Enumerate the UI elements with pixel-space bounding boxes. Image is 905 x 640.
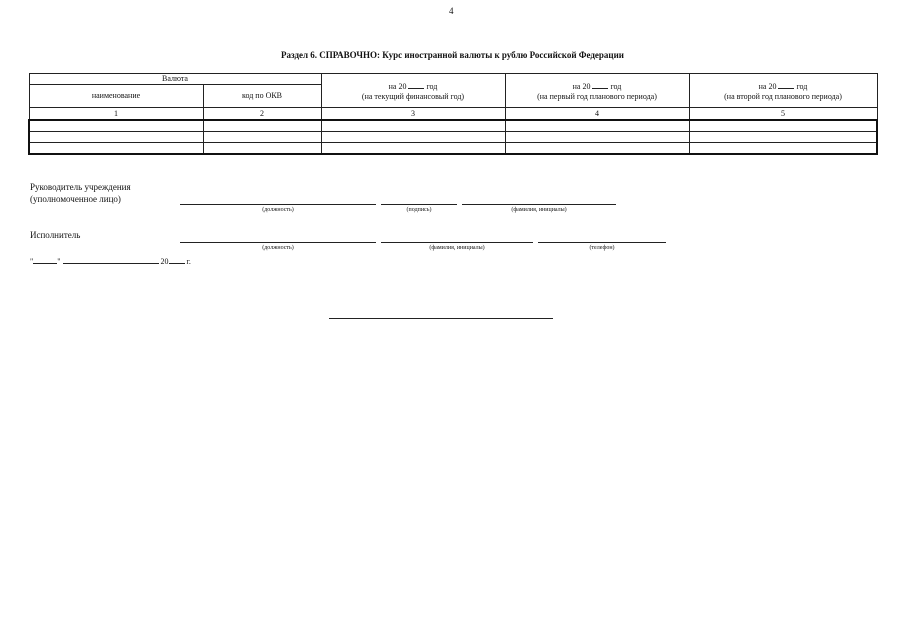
date-month-blank[interactable]	[63, 255, 159, 264]
col3-header	[321, 74, 505, 108]
head-fullname-caption: (фамилия, инициалы)	[511, 207, 567, 213]
exec-fullname-caption: (фамилия, инициалы)	[429, 245, 485, 251]
head-label	[30, 181, 131, 205]
year-blank	[592, 80, 608, 89]
executor-label: Исполнитель	[30, 230, 81, 240]
table-cell[interactable]	[321, 143, 505, 155]
date-close-quote: "	[57, 257, 61, 266]
col4-prefix: на 20	[572, 81, 591, 91]
col4-sub: (на первый год планового периода)	[537, 91, 657, 101]
year-blank	[408, 80, 424, 89]
col4-header	[505, 74, 689, 108]
table-cell[interactable]	[689, 132, 877, 143]
head-position-caption: (должность)	[262, 207, 294, 213]
col-number: 4	[505, 108, 689, 121]
col3-year: год	[426, 81, 438, 91]
exec-phone-caption: (телефон)	[589, 245, 615, 251]
col3-sub: (на текущий финансовый год)	[361, 91, 465, 101]
date-day-blank[interactable]	[33, 255, 57, 264]
date-year-blank[interactable]	[169, 255, 185, 264]
col-name-header: наименование	[29, 85, 203, 108]
exec-position-caption: (должность)	[262, 245, 294, 251]
table-cell[interactable]	[505, 120, 689, 132]
head-fullname-line[interactable]	[462, 204, 616, 205]
col5-sub: (на второй год планового периода)	[724, 91, 842, 101]
table-cell[interactable]	[29, 132, 203, 143]
date-open-quote: "	[30, 257, 34, 266]
col3-prefix: на 20	[388, 81, 407, 91]
head-position-line[interactable]	[180, 204, 376, 205]
table-cell[interactable]	[321, 132, 505, 143]
table-cell[interactable]	[321, 120, 505, 132]
table-cell[interactable]	[689, 120, 877, 132]
table-cell[interactable]	[29, 120, 203, 132]
table-cell[interactable]	[203, 120, 321, 132]
date-line	[30, 255, 191, 266]
exec-phone-line[interactable]	[538, 242, 666, 243]
date-year-suffix: г.	[186, 257, 191, 266]
col4-year: год	[610, 81, 622, 91]
year-blank	[778, 80, 794, 89]
col-code-header: код по ОКВ	[203, 85, 321, 108]
page-number: 4	[449, 6, 454, 16]
currency-group-header: Валюта	[29, 74, 321, 85]
col5-year: год	[796, 81, 808, 91]
col-number: 1	[29, 108, 203, 121]
col-number: 3	[321, 108, 505, 121]
exec-fullname-line[interactable]	[381, 242, 533, 243]
table-cell[interactable]	[203, 132, 321, 143]
head-label-line2: (уполномоченное лицо)	[30, 194, 121, 204]
col5-prefix: на 20	[758, 81, 777, 91]
currency-rate-table	[28, 73, 878, 155]
head-label-line1: Руководитель учреждения	[30, 182, 131, 192]
section-title: Раздел 6. СПРАВОЧНО: Курс иностранной валюты к рублю Российской Федерации	[281, 50, 624, 60]
table-cell[interactable]	[203, 143, 321, 155]
exec-position-line[interactable]	[180, 242, 376, 243]
table-cell[interactable]	[505, 132, 689, 143]
col-number: 5	[689, 108, 877, 121]
table-cell[interactable]	[29, 143, 203, 155]
date-year-prefix: 20	[160, 257, 169, 266]
head-signature-caption: (подпись)	[406, 207, 432, 213]
col5-header	[689, 74, 877, 108]
table-cell[interactable]	[505, 143, 689, 155]
head-signature-line[interactable]	[381, 204, 457, 205]
col-number: 2	[203, 108, 321, 121]
table-cell[interactable]	[689, 143, 877, 155]
footer-rule	[329, 318, 553, 319]
